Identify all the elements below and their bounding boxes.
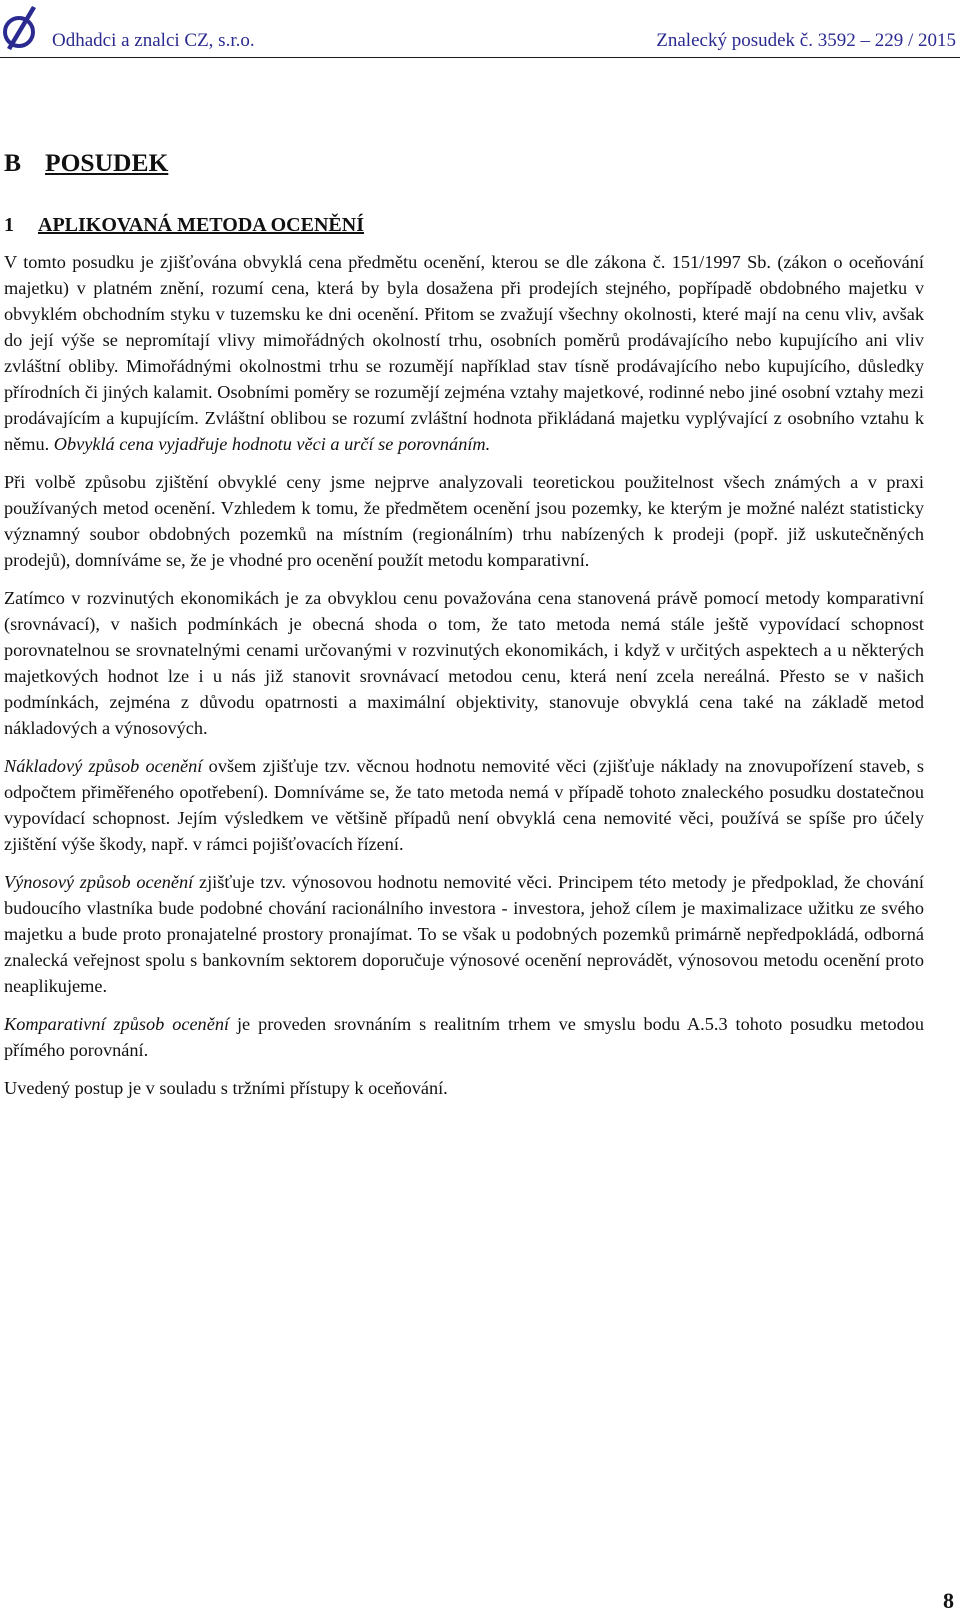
cost-method-term: Nákladový způsob ocenění xyxy=(4,756,203,776)
comparative-method-term: Komparativní způsob ocenění xyxy=(4,1014,230,1034)
cost-method-text: ovšem zjišťuje tzv. věcnou hodnotu nemovité věci (zjišťuje náklady na znovupořízení staveb, s odpočtem přiměřeného opotřebení). Domníváme se, že tato metoda nemá v případě tohoto znaleckého posudku dostatečnou vypovídací schopnost. Jejím výsledkem ve většině případů není obvyklá cena nemovité věci, používá se spíše pro účely zjištění výše škody, např. v rámci pojišťovacích řízení. xyxy=(4,756,924,854)
paragraph-cost-method xyxy=(4,753,924,857)
paragraph-definition-text: V tomto posudku je zjišťována obvyklá cena předmětu ocenění, kterou se dle zákona č. 151/1997 Sb. (zákon o oceňování majetku) v platném znění, rozumí cena, která by byla dosažena při prodejích stejného, popřípadě obdobného majetku v obvyklém obchodním styku v tuzemsku ke dni ocenění. Přitom se zvažují všechny okolnosti, které mají na cenu vliv, avšak do její výše se nepromítají vlivy mimořádných okolností trhu, osobních poměrů prodávajícího nebo kupujícího ani vliv zvláštní obliby. Mimořádnými okolnostmi trhu se rozumějí například stav tísně prodávajícího nebo kupujícího, důsledky přírodních či jiných kalamit. Osobními poměry se rozumějí zejména vztahy majetkové, rodinné nebo jiné osobní vztahy mezi prodávajícím a kupujícím. Zvláštní oblibou se rozumí zvláštní hodnota přikládaná majetku vyplývající z osobního vztahu k němu. xyxy=(4,252,924,454)
page-header xyxy=(0,0,960,58)
paragraph-method-choice: Při volbě způsobu zjištění obvyklé ceny jsme nejprve analyzovali teoretickou použitelnost všech známých a v praxi používaných metod ocenění. Vzhledem k tomu, že předmětem ocenění jsou pozemky, ke kterým je možné nalézt statisticky významný soubor obdobných pozemků na místním (regionálním) trhu nabízených k prodeji (popř. již uskutečněných prodejů), domníváme se, že je vhodné pro ocenění použít metodu komparativní. xyxy=(4,472,924,570)
document-body xyxy=(4,249,924,1113)
subsection-number: 1 xyxy=(4,214,14,236)
paragraph-definition xyxy=(4,249,924,457)
header-company-name: Odhadci a znalci CZ, s.r.o. xyxy=(52,30,255,51)
company-logo-icon xyxy=(2,2,38,52)
income-method-term: Výnosový způsob ocenění xyxy=(4,872,194,892)
subsection-title: APLIKOVANÁ METODA OCENĚNÍ xyxy=(38,214,364,236)
comparative-method-text: je proveden srovnáním s realitním trhem ve smyslu bodu A.5.3 tohoto posudku metodou přímého porovnání. xyxy=(4,1014,925,1060)
section-letter: B xyxy=(4,148,22,177)
section-title: POSUDEK xyxy=(45,148,169,177)
income-method-text: zjišťuje tzv. výnosovou hodnotu nemovité věci. Principem této metody je předpoklad, že chování budoucího vlastníka bude podobné chování racionálního investora - investora, jehož cílem je maximalizace užitku ze svého majetku a bude proto pronajatelné prostory pronajímat. To se však u podobných pozemků primárně nepředpokládá, odborná znalecká veřejnost spolu s bankovním sektorem doporučuje výnosové ocenění neprovádět, výnosovou metodu ocenění proto neaplikujeme. xyxy=(4,872,924,996)
page-number: 8 xyxy=(943,1588,954,1613)
paragraph-conclusion: Uvedený postup je v souladu s tržními přístupy k oceňování. xyxy=(4,1078,448,1098)
section-heading-b xyxy=(4,148,168,178)
paragraph-comparison: Zatímco v rozvinutých ekonomikách je za obvyklou cenu považována cena stanovená právě pomocí metody komparativní (srovnávací), v našich podmínkách je obecná shoda o tom, že tato metoda nemá stále ještě vypovídací schopnost porovnatelnou se srovnatelnými cenami určovanými v rozvinutých ekonomikách, i když v určitých aspektech a u některých majetkových hodnot lze i u nás již stanovit srovnávací metodou cenu, která není zcela nereálná. Přesto se v našich podmínkách, zejména z důvodu opatrnosti a maximální objektivity, stanovuje obvyklá cena také na základě metod nákladových a výnosových. xyxy=(4,588,924,738)
paragraph-income-method xyxy=(4,869,924,999)
paragraph-definition-emphasis: Obvyklá cena vyjadřuje hodnotu věci a určí se porovnáním. xyxy=(53,434,491,454)
header-document-reference: Znalecký posudek č. 3592 – 229 / 2015 xyxy=(656,30,956,51)
subsection-heading-1 xyxy=(4,214,364,237)
paragraph-comparative-method xyxy=(4,1011,924,1063)
